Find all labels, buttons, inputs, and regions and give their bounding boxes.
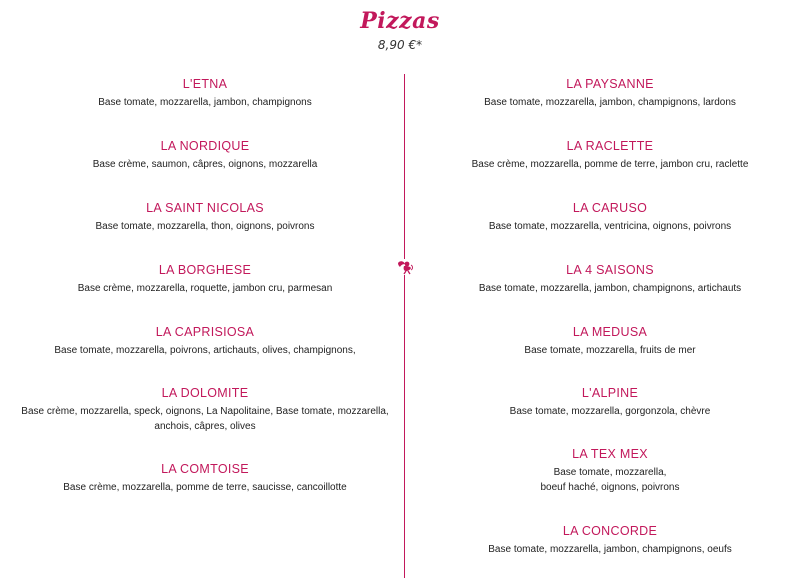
menu-item-la-caruso [420,200,800,234]
menu-item-name: LA TEX MEX [572,447,648,461]
column-divider [404,74,405,578]
menu-item-description [420,281,800,296]
description-line: Base tomate, mozzarella, thon, oignons, poivrons [95,221,315,232]
menu-item-name: LA SAINT NICOLAS [146,201,264,215]
menu-item-la-raclette [420,138,800,172]
description-line: Base tomate, mozzarella, [553,467,667,478]
menu-item-description [420,157,800,172]
description-line: Base crème, mozzarella, pomme de terre, jambon cru, raclette [471,159,749,170]
menu-item-la-saint-nicolas [15,200,395,234]
description-line: anchois, câpres, olives [154,421,256,432]
description-line: Base tomate, mozzarella, jambon, champignons, lardons [484,97,736,108]
menu-item-la-4-saisons [420,262,800,296]
menu-item-la-paysanne [420,76,800,110]
menu-item-la-medusa [420,324,800,358]
menu-item-name: LA NORDIQUE [160,139,250,153]
menu-item-name: L'ETNA [182,77,228,91]
menu-item-la-borghese [15,262,395,296]
menu-item-description [15,404,395,434]
description-line: Base tomate, mozzarella, jambon, champignons [98,97,312,108]
menu-item-description [15,157,395,172]
menu-item-description [420,219,800,234]
menu-item-name: LA CAPRISIOSA [155,325,255,339]
cherub-icon-svg [395,259,415,275]
menu-item-description [15,219,395,234]
menu-item-la-caprisiosa [15,324,395,358]
description-line: Base tomate, mozzarella, gorgonzola, chèvre [509,406,711,417]
menu-item-name: LA MEDUSA [572,325,648,339]
menu-header [0,6,800,52]
menu-item-description [420,95,800,110]
menu-item-name: LA CONCORDE [562,524,658,538]
description-line: Base crème, mozzarella, pomme de terre, saucisse, cancoillotte [63,482,347,493]
description-line: boeuf haché, oignons, poivrons [540,482,680,493]
cherub-icon [395,259,415,275]
menu-item-description [420,343,800,358]
menu-item-name: LA PAYSANNE [566,77,654,91]
menu-item-name: L'ALPINE [581,386,639,400]
menu-item-la-tex-mex [420,446,800,495]
menu-item-lalpine [420,385,800,419]
page-title: Pizzas [360,8,440,34]
menu-item-name: LA 4 SAISONS [566,263,654,277]
menu-item-letna [15,76,395,110]
menu-item-description [420,404,800,419]
menu-item-la-dolomite [15,385,395,434]
menu-item-description [15,95,395,110]
menu-item-description [15,343,395,358]
price-label: 8,90 €* [377,38,423,52]
menu-item-la-concorde [420,523,800,557]
menu-item-name: LA RACLETTE [566,139,654,153]
menu-item-description [15,281,395,296]
menu-item-la-comtoise [15,461,395,495]
description-line: Base tomate, mozzarella, jambon, champignons, artichauts [478,283,742,294]
menu-item-name: LA CARUSO [572,201,648,215]
description-line: Base tomate, mozzarella, fruits de mer [524,345,696,356]
menu-item-name: LA COMTOISE [161,462,249,476]
menu-item-description [420,542,800,557]
description-line: Base tomate, mozzarella, poivrons, artichauts, olives, champignons, [54,345,356,356]
menu-item-name: LA DOLOMITE [161,386,249,400]
description-line: Base tomate, mozzarella, jambon, champignons, oeufs [488,544,732,555]
description-line: Base crème, mozzarella, speck, oignons, La Napolitaine, Base tomate, mozzarella, [21,406,389,417]
menu-item-la-nordique [15,138,395,172]
menu-item-description [420,465,800,495]
menu-item-description [15,480,395,495]
description-line: Base crème, saumon, câpres, oignons, mozzarella [92,159,318,170]
description-line: Base tomate, mozzarella, ventricina, oignons, poivrons [488,221,732,232]
menu-item-name: LA BORGHESE [158,263,252,277]
description-line: Base crème, mozzarella, roquette, jambon cru, parmesan [77,283,333,294]
